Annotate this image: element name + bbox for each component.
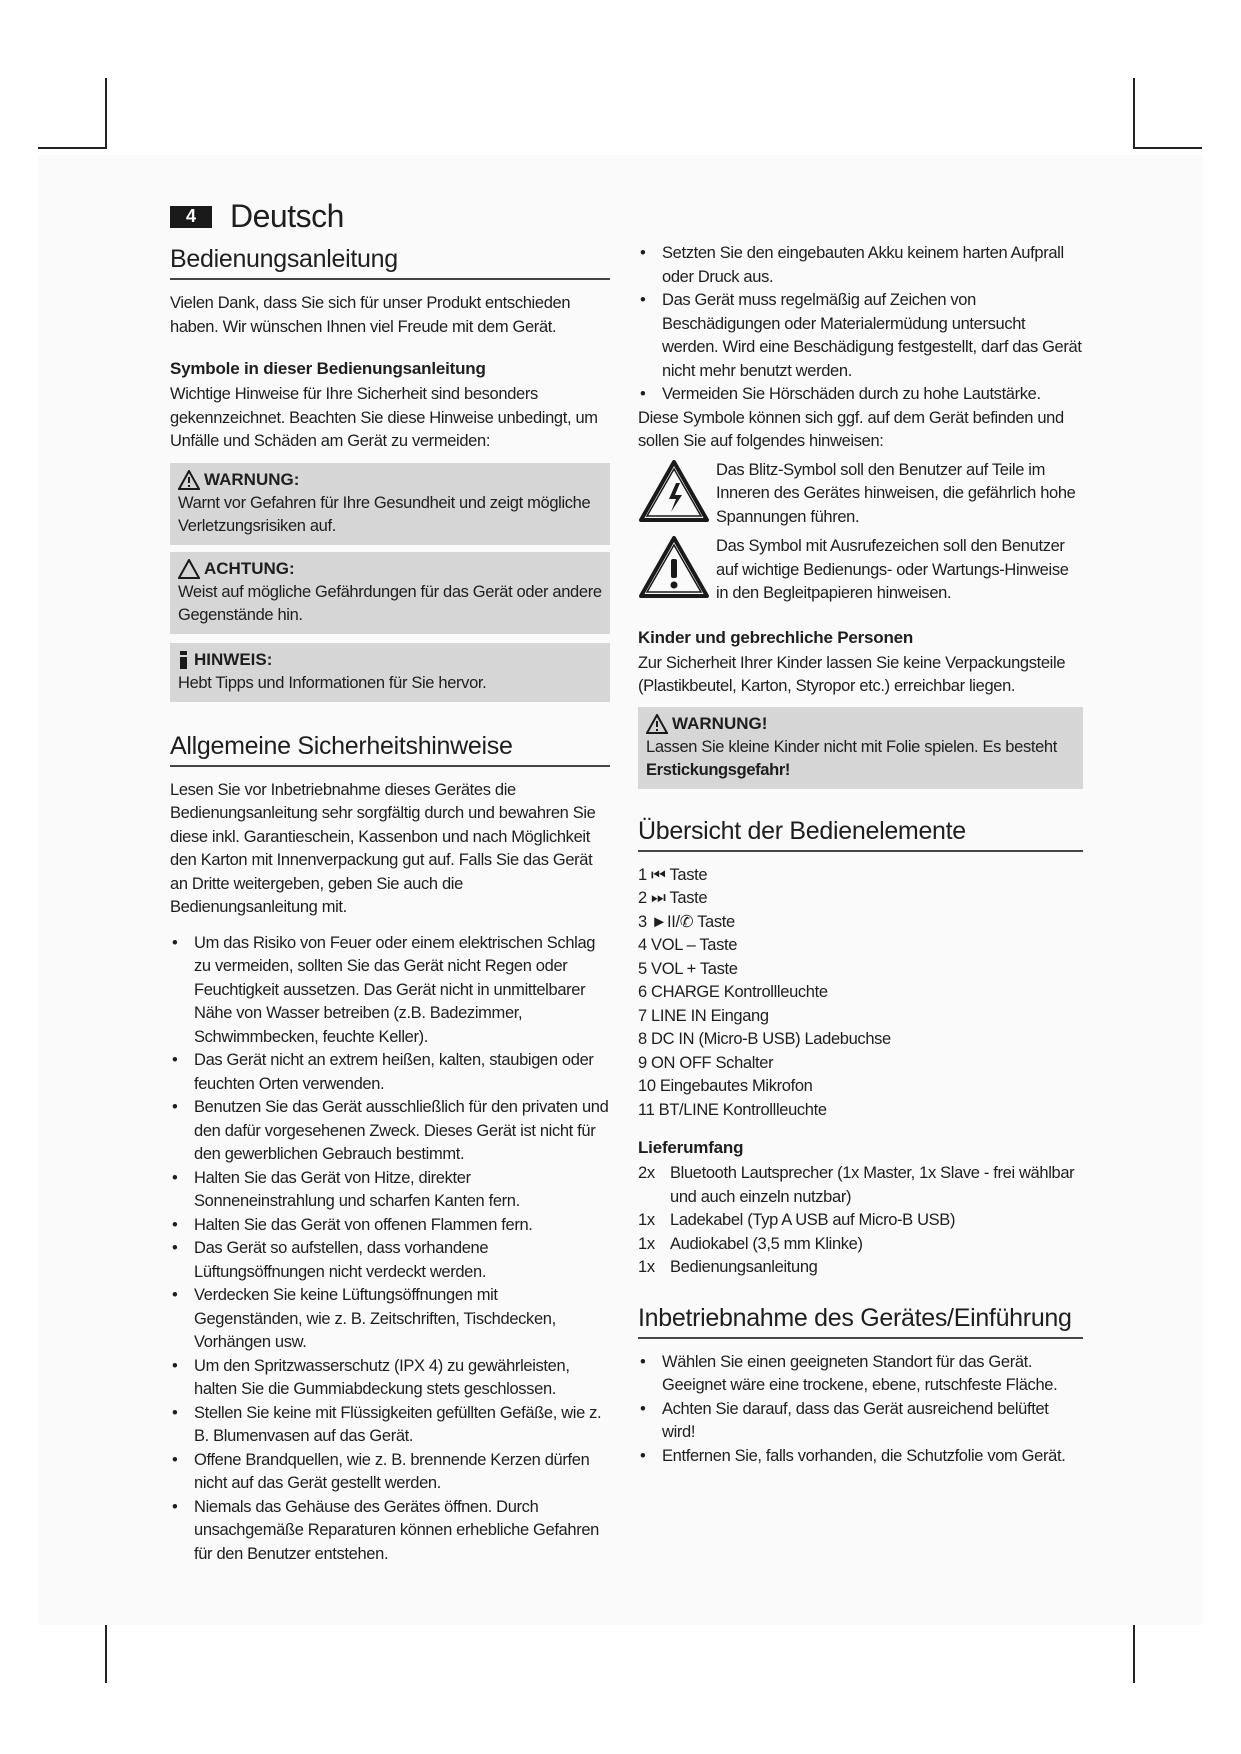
safety-intro: Lesen Sie vor Inbetriebnahme dieses Gerätes die Bedienungsanleitung sehr sorgfältig durch und bewahren Sie diese inkl. Garantieschein, Kassenbon und nach Möglichkeit den Karton mit Innenverpackung gut auf. Falls Sie das Gerät an Dritte weitergeben, geben Sie auch die Bedienungsanleitung mit. (170, 780, 596, 916)
list-item: • Das Gerät muss regelmäßig auf Zeichen von Beschädigungen oder Materialermüdung untersucht werden. Wird eine Beschädigung festgestellt, darf das Gerät nicht mehr benutzt werden. (638, 289, 1083, 383)
language-title: Deutsch (230, 198, 344, 234)
crop-mark (1133, 147, 1202, 149)
delivery-qty: 1x (638, 1211, 655, 1229)
right-column (638, 242, 1083, 1468)
caution-title: ACHTUNG: (204, 558, 295, 578)
list-item: • Das Gerät nicht an extrem heißen, kalten, staubigen oder feuchten Orten verwenden. (170, 1049, 610, 1096)
exclamation-text: Das Symbol mit Ausrufezeichen soll den Benutzer auf wichtige Bedienungs- oder Wartungs-Hinweise in den Begleitpapieren hinweisen. (716, 537, 1069, 602)
delivery-qty: 1x (638, 1258, 655, 1276)
list-item: 2 ⏭ Taste (638, 889, 708, 907)
overview-title: Übersicht der Bedienelemente (638, 817, 1083, 852)
list-item: 6 CHARGE Kontrollleuchte (638, 983, 828, 1001)
symbols-text: Wichtige Hinweise für Ihre Sicherheit sind besonders gekennzeichnet. Beachten Sie diese Hinweise unbedingt, um Unfälle und Schäden am Gerät zu vermeiden: (170, 385, 598, 450)
list-item (638, 1162, 1083, 1209)
list-item: • Setzten Sie den eingebauten Akku keinem harten Aufprall oder Druck aus. (638, 242, 1083, 289)
kids-warning-title: WARNUNG! (672, 713, 768, 733)
caution-text: Weist auf mögliche Gefährdungen für das Gerät oder andere Gegenstände hin. (178, 582, 602, 624)
safety-list (170, 932, 610, 1567)
list-item: 5 VOL + Taste (638, 959, 738, 978)
exclamation-symbol-row (638, 535, 1083, 606)
symbols-device-text: Diese Symbole können sich ggf. auf dem Gerät befinden und sollen Sie auf folgendes hinweisen: (638, 408, 1064, 450)
exclamation-warning-icon (638, 535, 710, 599)
list-item (638, 1233, 1083, 1257)
list-item: • Achten Sie darauf, dass das Gerät ausreichend belüftet wird! (638, 1398, 1083, 1445)
safety-list-continued (638, 242, 1083, 407)
list-item: 4 VOL – Taste (638, 936, 738, 954)
kids-heading: Kinder und gebrechliche Personen (638, 627, 914, 647)
kids-warning-bold: Erstickungsgefahr! (646, 760, 791, 779)
kids-warning-text: Lassen Sie kleine Kinder nicht mit Folie spielen. Es besteht (646, 737, 1057, 756)
list-item: • Um den Spritzwasserschutz (IPX 4) zu gewährleisten, halten Sie die Gummiabdeckung stets geschlossen. (170, 1355, 610, 1402)
setup-title: Inbetriebnahme des Gerätes/Einführung (638, 1304, 1083, 1339)
list-item: 8 DC IN (Micro-B USB) Ladebuchse (638, 1030, 891, 1048)
left-column (170, 245, 610, 1566)
warning-triangle-icon (646, 714, 668, 734)
page-header (170, 198, 344, 235)
delivery-item: Bluetooth Lautsprecher (1x Master, 1x Slave - frei wählbar und auch einzeln nutzbar) (670, 1164, 1075, 1206)
manual-title: Bedienungsanleitung (170, 245, 610, 280)
kids-warning-box (638, 707, 1083, 789)
lightning-text: Das Blitz-Symbol soll den Benutzer auf Teile im Inneren des Gerätes hinweisen, die gefährlich hohe Spannungen führen. (716, 460, 1076, 526)
list-item: • Entfernen Sie, falls vorhanden, die Schutzfolie vom Gerät. (638, 1445, 1083, 1469)
list-item: • Offene Brandquellen, wie z. B. brennende Kerzen dürfen nicht auf das Gerät gestellt werden. (170, 1449, 610, 1496)
delivery-qty: 2x (638, 1164, 655, 1182)
note-title: HINWEIS: (194, 649, 273, 669)
warning-triangle-icon (178, 470, 200, 490)
caution-triangle-icon (178, 559, 200, 579)
list-item: 3 ►II/✆ Taste (638, 912, 735, 931)
kids-text: Zur Sicherheit Ihrer Kinder lassen Sie keine Verpackungsteile (Plastikbeutel, Karton, Styropor etc.) erreichbar liegen. (638, 653, 1066, 695)
warning-title: WARNUNG: (204, 469, 300, 489)
crop-mark (1133, 78, 1135, 148)
list-item: • Vermeiden Sie Hörschäden durch zu hohe Lautstärke. (638, 383, 1083, 407)
list-item: • Um das Risiko von Feuer oder einem elektrischen Schlag zu vermeiden, sollten Sie das Gerät nicht Regen oder Feuchtigkeit aussetzen. Das Gerät nicht in unmittelbarer Nähe von Wasser betreiben (z.B. Badezimmer, Schwimmbecken, feuchte Keller). (170, 932, 610, 1050)
delivery-heading: Lieferumfang (638, 1138, 744, 1157)
list-item (638, 1256, 1083, 1280)
list-item: • Verdecken Sie keine Lüftungsöffnungen mit Gegenständen, wie z. B. Zeitschriften, Tischdecken, Vorhängen usw. (170, 1284, 610, 1355)
warning-box (170, 463, 610, 545)
setup-list (638, 1351, 1083, 1469)
symbols-heading: Symbole in dieser Bedienungsanleitung (170, 359, 486, 378)
crop-mark (38, 147, 107, 149)
lightning-symbol-row (638, 459, 1083, 530)
controls-list (638, 864, 1083, 1123)
list-item: • Benutzen Sie das Gerät ausschließlich für den privaten und den dafür vorgesehenen Zweck. Dieses Gerät ist nicht für den gewerblichen Gebrauch bestimmt. (170, 1096, 610, 1167)
delivery-item: Bedienungsanleitung (670, 1258, 818, 1276)
delivery-list (638, 1162, 1083, 1280)
page-number: 4 (170, 206, 212, 228)
intro-text: Vielen Dank, dass Sie sich für unser Produkt entschieden haben. Wir wünschen Ihnen viel Freude mit dem Gerät. (170, 294, 571, 336)
high-voltage-icon (638, 459, 710, 523)
list-item: • Halten Sie das Gerät von offenen Flammen fern. (170, 1214, 610, 1238)
list-item: • Wählen Sie einen geeigneten Standort für das Gerät. Geeignet wäre eine trockene, ebene, rutschfeste Fläche. (638, 1351, 1083, 1398)
delivery-qty: 1x (638, 1234, 655, 1253)
list-item: • Niemals das Gehäuse des Gerätes öffnen. Durch unsachgemäße Reparaturen können erhebliche Gefahren für den Benutzer entstehen. (170, 1496, 610, 1567)
delivery-item: Audiokabel (3,5 mm Klinke) (670, 1234, 863, 1253)
delivery-item: Ladekabel (Typ A USB auf Micro-B USB) (670, 1211, 956, 1229)
list-item: 1 ⏮ Taste (638, 865, 708, 884)
note-text: Hebt Tipps und Informationen für Sie hervor. (178, 673, 487, 692)
crop-mark (105, 78, 107, 148)
info-icon (178, 650, 190, 670)
list-item: • Das Gerät so aufstellen, dass vorhandene Lüftungsöffnungen nicht verdeckt werden. (170, 1237, 610, 1284)
note-box (170, 643, 610, 702)
list-item: 9 ON OFF Schalter (638, 1053, 774, 1072)
list-item: • Stellen Sie keine mit Flüssigkeiten gefüllten Gefäße, wie z. B. Blumenvasen auf das Gerät. (170, 1402, 610, 1449)
list-item: 7 LINE IN Eingang (638, 1006, 769, 1025)
list-item: 10 Eingebautes Mikrofon (638, 1077, 813, 1095)
safety-title: Allgemeine Sicherheitshinweise (170, 732, 610, 767)
warning-text: Warnt vor Gefahren für Ihre Gesundheit und zeigt mögliche Verletzungsrisiken auf. (178, 493, 591, 535)
list-item: 11 BT/LINE Kontrollleuchte (638, 1100, 827, 1119)
list-item (638, 1209, 1083, 1233)
caution-box (170, 552, 610, 634)
list-item: • Halten Sie das Gerät von Hitze, direkter Sonneneinstrahlung und scharfen Kanten fern. (170, 1167, 610, 1214)
